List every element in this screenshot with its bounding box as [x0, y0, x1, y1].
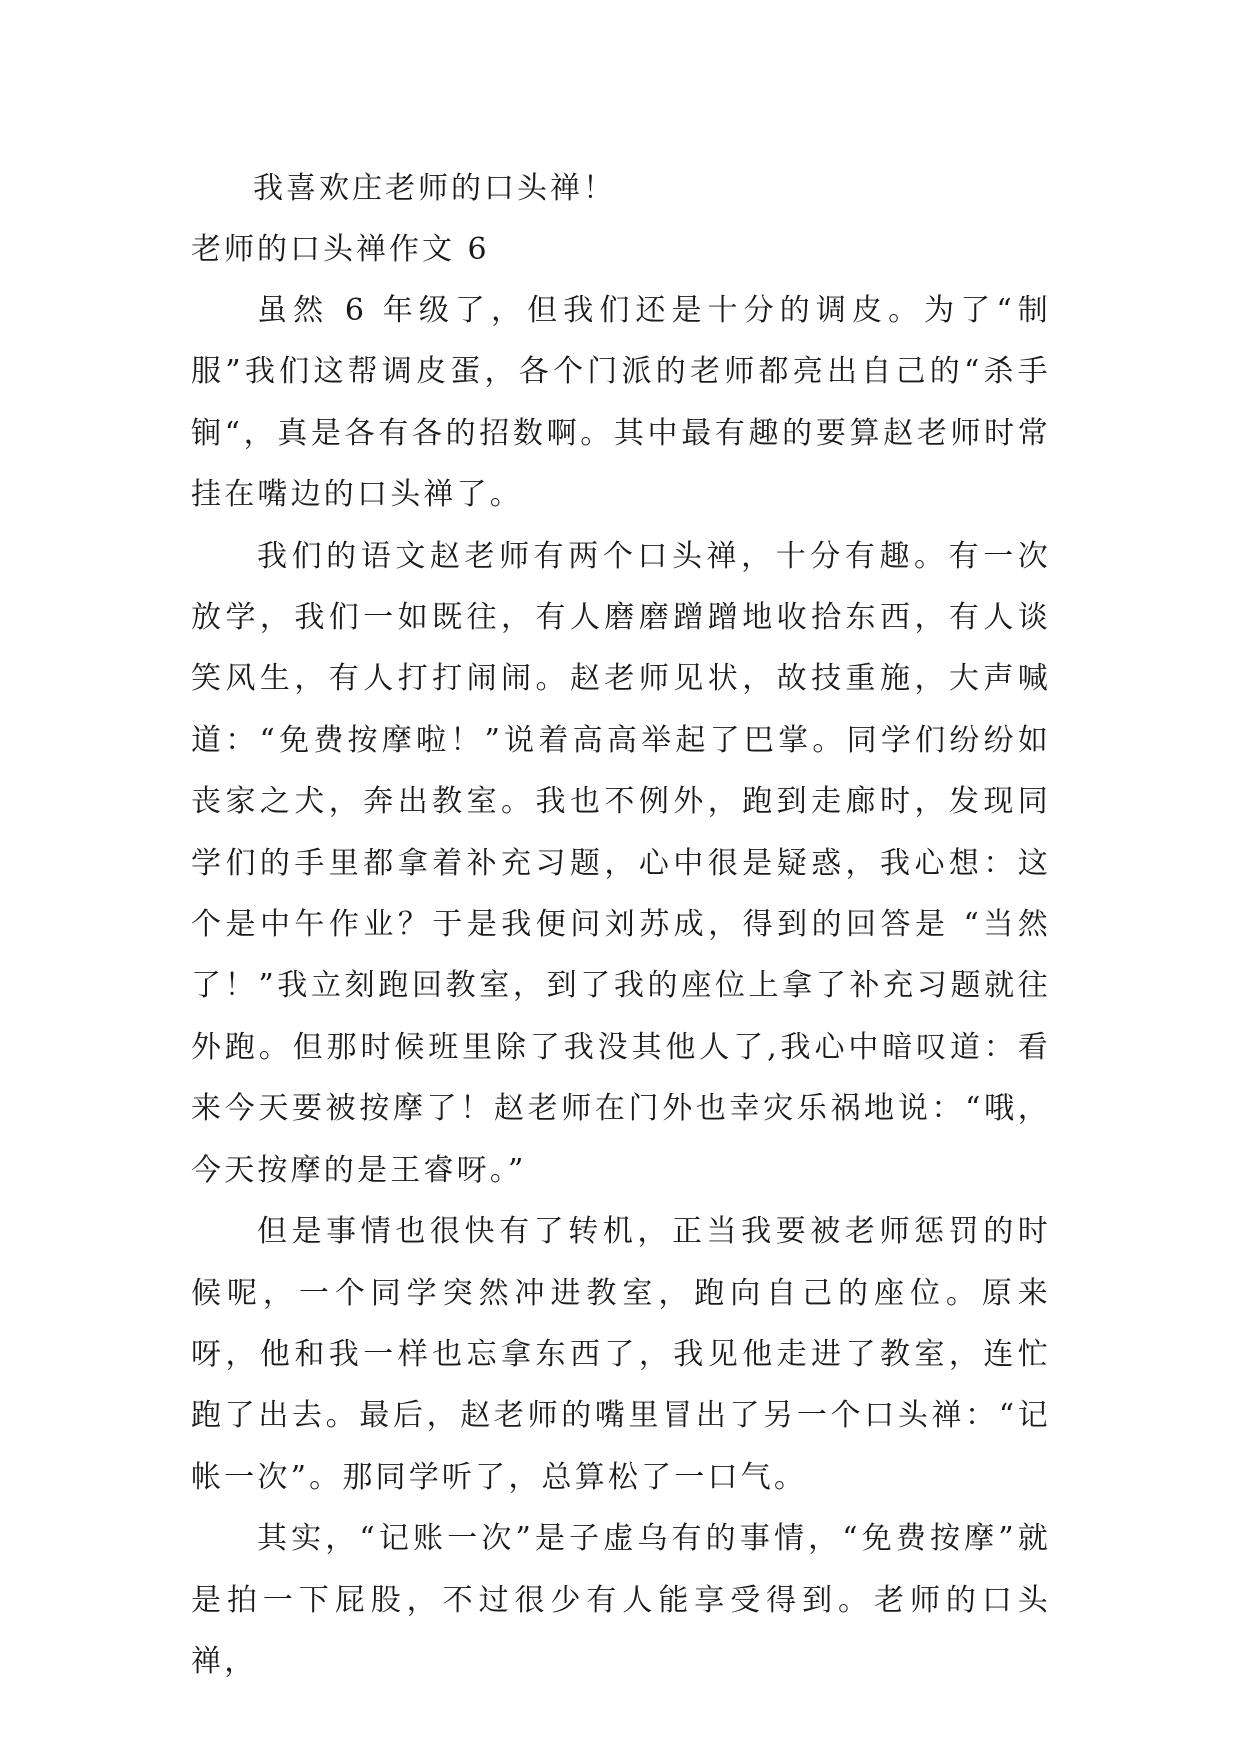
paragraph-2: 我们的语文赵老师有两个口头禅，十分有趣。有一次放学，我们一如既往，有人磨磨蹭蹭地收拾东西，有人谈笑风生，有人打打闹闹。赵老师见状，故技重施，大声喊道：“免费按摩啦！”说着高高举起了巴掌。同学们纷纷如丧家之犬，奔出教室。我也不例外，跑到走廊时，发现同学们的手里都拿着补充习题，心中很是疑惑，我心想：这个是中午作业？于是我便问刘苏成，得到的回答是 “当然了！”我立刻跑回教室，到了我的座位上拿了补充习题就往外跑。但那时候班里除了我没其他人了,我心中暗叹道：看来今天要被按摩了！赵老师在门外也幸灾乐祸地说：“哦，今天按摩的是王睿呀。” — [191, 538, 1051, 1188]
document-body — [191, 158, 1051, 1692]
paragraph-3: 但是事情也很快有了转机，正当我要被老师惩罚的时候呢，一个同学突然冲进教室，跑向自己的座位。原来呀，他和我一样也忘拿东西了，我见他走进了教室，连忙跑了出去。最后，赵老师的嘴里冒出了另一个口头禅：“记帐一次”。那同学听了，总算松了一口气。 — [191, 1214, 1051, 1495]
paragraph-1: 虽然 6 年级了，但我们还是十分的调皮。为了“制服”我们这帮调皮蛋，各个门派的老师都亮出自己的“杀手锏“，真是各有各的招数啊。其中最有趣的要算赵老师时常挂在嘴边的口头禅了。 — [191, 293, 1051, 513]
essay-heading: 老师的口头禅作文 6 — [191, 232, 490, 267]
paragraph-4: 其实，“记账一次”是子虚乌有的事情，“免费按摩”就是拍一下屁股，不过很少有人能享受得到。老师的口头禅， — [191, 1521, 1051, 1679]
lead-line: 我喜欢庄老师的口头禅！ — [253, 171, 616, 206]
